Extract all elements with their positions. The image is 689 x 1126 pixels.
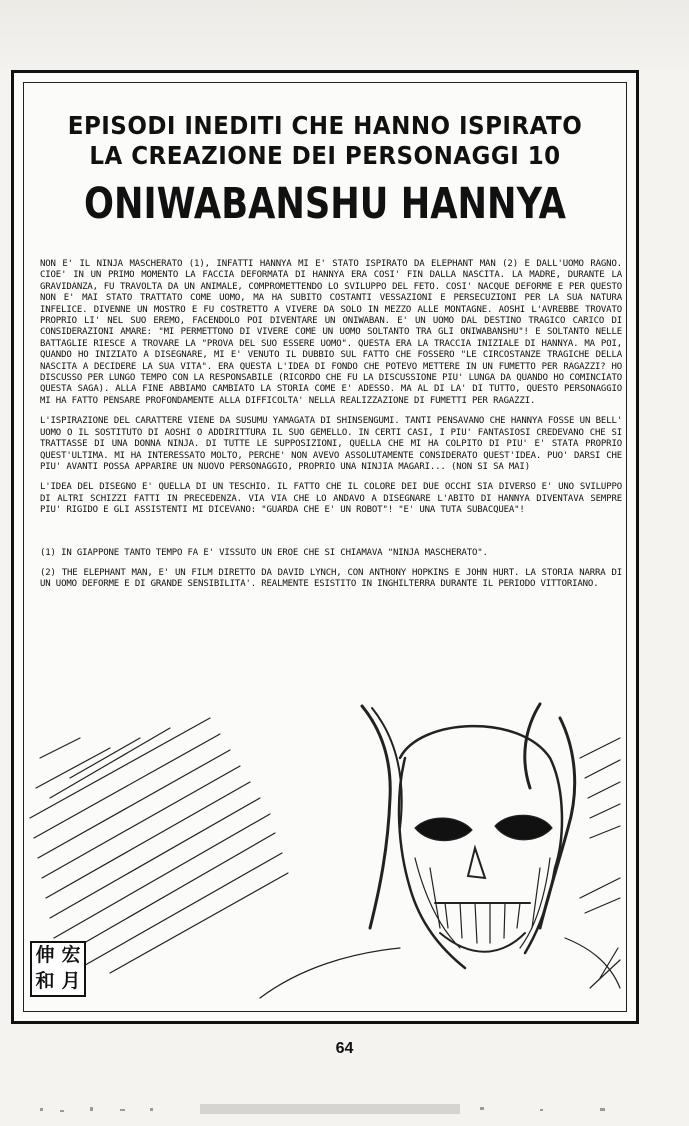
seal-char: 和 [35,970,55,992]
scan-margin-top [0,0,689,70]
seal-char: 宏 [61,944,81,966]
footnote: (2) THE ELEPHANT MAN, E' UN FILM DIRETTO DA DAVID LYNCH, CON ANTHONY HOPKINS E JOHN HURT. LA STORIA NARRA DI UN UOMO DEFORME E DI GRANDE SENSIBILITA'. REALMENTE ESISTITO IN INGHILTERRA DURANTE IL PERIODO VITTORIANO. [40,567,622,590]
paragraph: NON E' IL NINJA MASCHERATO (1), INFATTI HANNYA MI E' STATO ISPIRATO DA ELEPHANT MAN (2) E DALL'UOMO RAGNO. CIOE' IN UN PRIMO MOMENTO LA FACCIA DEFORMATA DI HANNYA ERA COSI' FIN DALLA NASCITA. LA MADRE, DURANTE LA GRAVIDANZA, FU TRAVOLTA DA UN ANIMALE, COMPROMETTENDO LO SVILUPPO DEL FETO. COSI' NACQUE DEFORME E PER QUESTO NON E' MAI STATO TRATTATO COME UOMO, MA HA SUBITO COSTANTI VESSAZIONI E PERSECUZIONI PER LA SUA NATURA INFELICE. DIVENNE UN MOSTRO E FU COSTRETTO A VIVERE DA SOLO IN MEZZO ALLE MONTAGNE. AOSHI L'AVREBBE TROVATO PROPRIO LI' NEL SUO EREMO, FACENDOLO POI DIVENTARE UN ONIWABAN. E' UN UOMO DAL DESTINO TRAGICO CARICO DI CONSIDERAZIONI AMARE: "MI PERMETTONO DI VIVERE COME UN UOMO SOLTANTO TRA GLI ONIWABANSHU"! E SOLTANTO NELLE BATTAGLIE RIESCE A TROVARE LA "PROVA DEL SUO ESSERE UOMO". QUESTA ERA LA TRACCIA INIZIALE DI HANNYA. MA POI, QUANDO HO INIZIATO A DISEGNARE, MI E' VENUTO IL DUBBIO SUL FATTO CHE FOSSERO "LE CIRCOSTANZE TRAGICHE DELLA NASCITA A DECIDERE LA SUA VITA". ERA QUESTA L'IDEA DI FONDO CHE POTEVO METTERE IN UN FUMETTO PER RAGAZZI? HO DISCUSSO PER LUNGO TEMPO CON LA RESPONSABILE (RICORDO CHE FU LA DISCUSSIONE PIU' LUNGA DA QUANDO HO COMINCIATO QUESTA SAGA). ALLA FINE ABBIAMO CAMBIATO LA STORIA COME E' ADESSO. MA AL DI LA' DI TUTTO, QUESTO PERSONAGGIO MI HA FATTO PENSARE PROFONDAMENTE ALLA DIFFICOLTA' NELLA REALIZZAZIONE DI FUMETTI PER RAGAZZI. [40,259,622,406]
page-title: ONIWABANSHU HANNYA [84,179,566,229]
page-number: 64 [335,1040,354,1057]
article-body [40,259,622,600]
paragraph: L'ISPIRAZIONE DEL CARATTERE VIENE DA SUSUMU YAMAGATA DI SHINSENGUMI. TANTI PENSAVANO CHE HANNYA FOSSE UN BELL' UOMO O IL SOSTITUTO DI AOSHI O ADDIRITTURA IL SUO GEMELLO. IN CERTI CASI, I PIU' FANTASIOSI CREDEVANO CHE SI TRATTASSE DI UNA DONNA NINJA. DI TUTTE LE SUPPOSIZIONI, QUELLA CHE MI HA COLPITO DI PIU' E' STATA PROPRIO QUEST'ULTIMA. MI HA INTERESSATO MOLTO, PERCHE' NON AVEVO ASSOLUTAMENTE CONSIDERATO QUEST'IDEA. PUO' DARSI CHE PIU' AVANTI POSSA APPARIRE UN NUOVO PERSONAGGIO, PROPRIO UNA NINJIA MAGARI... (NON SI SA MAI) [40,416,622,472]
header [14,111,636,229]
scan-artifact-bottom [40,1098,660,1120]
page-frame [11,70,639,1024]
subtitle-line-1: EPISODI INEDITI CHE HANNO ISPIRATO [67,111,583,140]
hannya-skull-sketch [20,698,625,1003]
seal-char: 伸 [35,944,55,966]
footnote: (1) IN GIAPPONE TANTO TEMPO FA E' VISSUTO UN EROE CHE SI CHIAMAVA "NINJA MASCHERATO". [40,547,488,558]
seal-char: 月 [61,970,81,992]
artist-seal [30,941,86,997]
subtitle-line-2: LA CREAZIONE DEI PERSONAGGI 10 [89,141,561,170]
paragraph: L'IDEA DEL DISEGNO E' QUELLA DI UN TESCHIO. IL FATTO CHE IL COLORE DEI DUE OCCHI SIA DIVERSO E' UNO SVILUPPO DI ALTRI SCHIZZI FATTI IN PRECEDENZA. VIA VIA CHE LO ANDAVO A DISEGNARE L'ABITO DI HANNYA DIVENTAVA SEMPRE PIU' RIGIDO E GLI ASSISTENTI MI DICEVANO: "GUARDA CHE E' UN ROBOT"! "E' UNA TUTA SUBACQUEA"! [40,482,622,516]
